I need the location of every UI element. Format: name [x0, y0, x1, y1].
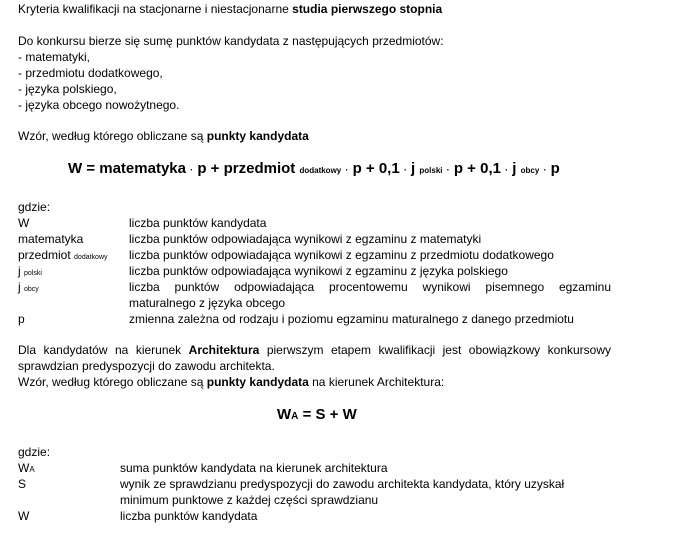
architecture-paragraph-line2: sprawdzian predyspozycji do zawodu architekta.: [18, 359, 275, 373]
formula-intro: Wzór, według którego obliczane są punkty kandydata: [18, 129, 309, 143]
def-desc-continued: minimum punktowe z każdej części sprawdzianu: [120, 493, 379, 507]
def-term: WA: [18, 461, 35, 475]
def-desc: liczba punktów odpowiadająca procentowemu wynikowi pisemnego egzaminu: [129, 280, 611, 294]
def-desc: liczba punktów kandydata: [120, 509, 258, 523]
def-desc: liczba punktów odpowiadająca wynikowi z egzaminu z przedmiotu dodatkowego: [129, 248, 554, 262]
def-term: j polski: [18, 264, 42, 278]
def-term: S: [18, 477, 27, 491]
def-term: matematyka: [18, 232, 84, 246]
document-title: Kryteria kwalifikacji na stacjonarne i niestacjonarne studia pierwszego stopnia: [18, 2, 443, 16]
def-desc-continued: maturalnego z języka obcego: [129, 296, 286, 310]
formula-architecture: WA = S + W: [277, 406, 357, 423]
def-desc: liczba punktów odpowiadająca wynikowi z egzaminu z języka polskiego: [129, 264, 508, 278]
subject-item: - języka polskiego,: [18, 82, 117, 96]
intro-text: Do konkursu bierze się sumę punktów kandydata z następujących przedmiotów:: [18, 34, 444, 48]
def-desc: zmienna zależna od rodzaju i poziomu egzaminu maturalnego z danego przedmiotu: [129, 312, 574, 326]
formula-candidate-points: W = matematyka · p + przedmiot dodatkowy · p + 0,1 · j polski · p + 0,1 · j obcy · p: [68, 160, 560, 177]
def-term: W: [18, 216, 30, 230]
def-term: j obcy: [18, 280, 39, 294]
def-term: W: [18, 509, 30, 523]
def-desc: liczba punktów odpowiadająca wynikowi z egzaminu z matematyki: [129, 232, 482, 246]
def-term: p: [18, 312, 25, 326]
subject-item: - matematyki,: [18, 50, 91, 64]
gdzie-label: gdzie:: [18, 445, 51, 459]
subject-item: - języka obcego nowożytnego.: [18, 98, 180, 112]
def-desc: suma punktów kandydata na kierunek architektura: [120, 461, 388, 475]
def-term: przedmiot dodatkowy: [18, 248, 108, 262]
def-desc: liczba punktów kandydata: [129, 216, 267, 230]
def-desc: wynik ze sprawdzianu predyspozycji do zawodu architekta kandydata, który uzyskał: [120, 477, 565, 491]
gdzie-label: gdzie:: [18, 200, 51, 214]
architecture-paragraph: Dla kandydatów na kierunek Architektura pierwszym etapem kwalifikacji jest obowiązkowy konkursowy: [18, 343, 611, 357]
subject-item: - przedmiotu dodatkowego,: [18, 66, 163, 80]
architecture-formula-intro: Wzór, według którego obliczane są punkty kandydata na kierunek Architektura:: [18, 375, 445, 389]
